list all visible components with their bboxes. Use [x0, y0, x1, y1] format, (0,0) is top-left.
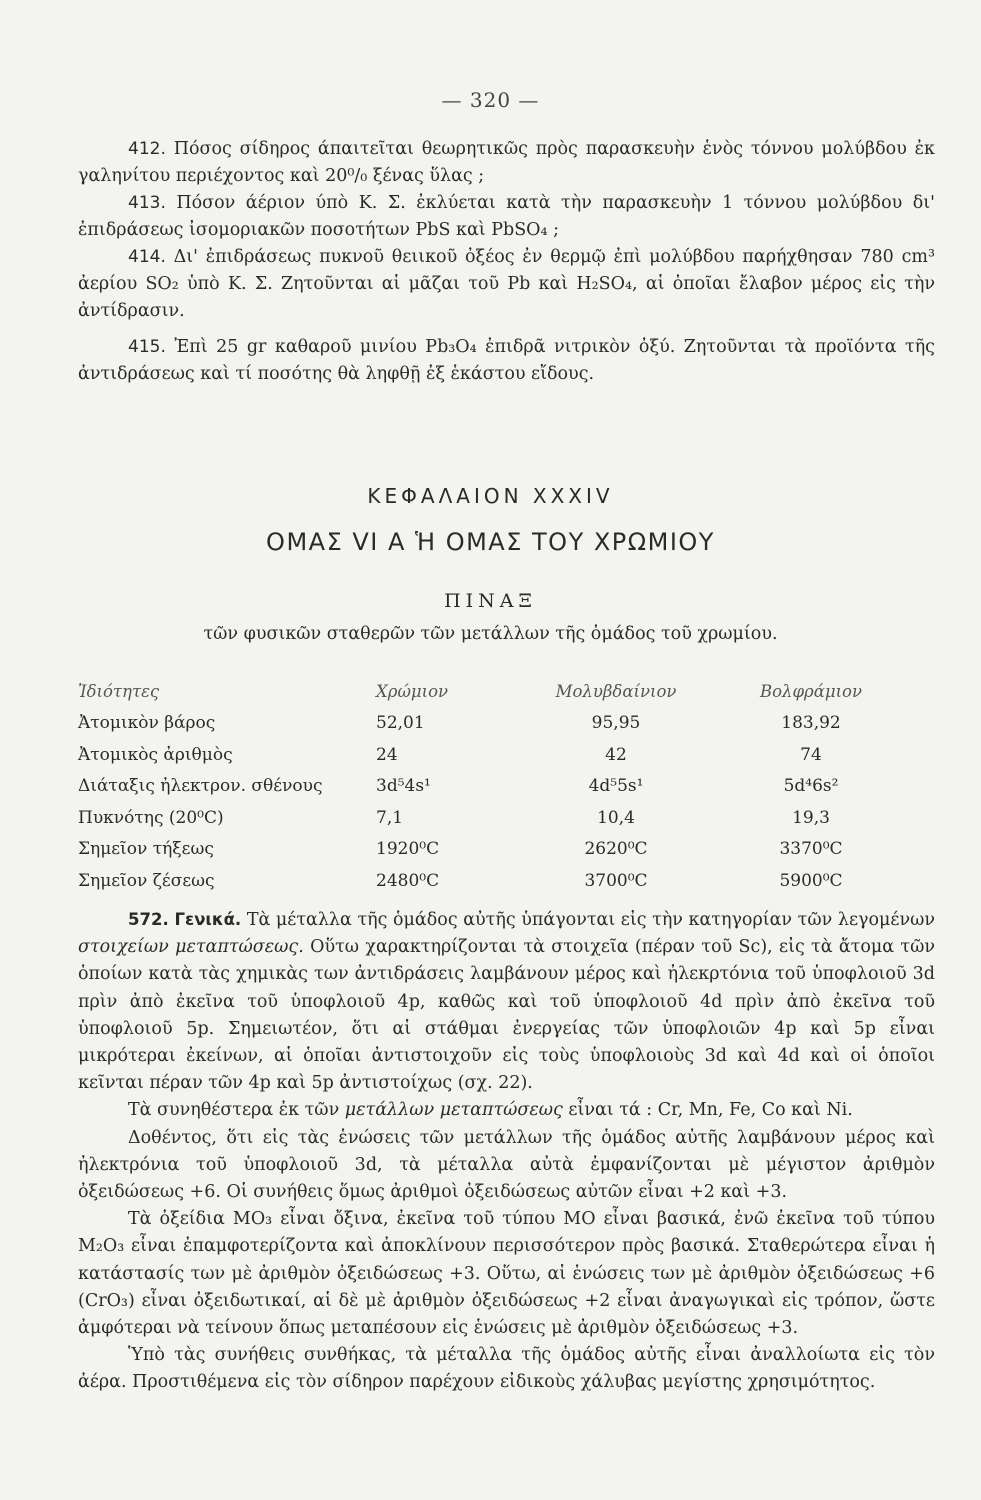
- table-cell: 42: [605, 744, 627, 765]
- table-cell: Ἀτομικὸν βάρος: [78, 713, 216, 734]
- page-number: — 320 —: [441, 88, 540, 112]
- paragraph-text: Οὕτω χαρακτηρίζονται τὰ στοιχεῖα (πέραν τοῦ Sc), εἰς τὰ ἄτομα τῶν ὁποίων κατὰ τὰς χημικὰς των ἀντιδράσεις λαμβάνουν μέρος καὶ ἠλεκρτόνια τοῦ ὑποφλοιοῦ 3d πρὶν ἀπὸ ἐκεῖνα τοῦ ὑποφλοιοῦ 4p, καθῶς καὶ τοῦ ὑποφλοιοῦ 4d πρὶν ἀπὸ ἐκεῖνα τοῦ ὑποφλοιοῦ 5p. Σημειωτέον, ὅτι αἱ στάθμαι ἐνεργείας τῶν ὑποφλοιῶν 4p καὶ 5p εἶναι μικρότεραι ἐκείνων, αἱ ὁποῖαι ἀντιστοιχοῦν εἰς τοὺς ὑποφλοιοὺς 3d καὶ 4d καὶ οἱ ὁποῖοι κεῖνται πέραν τῶν 4p καὶ 5p ἀντιστοίχως (σχ. 22).: [78, 937, 935, 1094]
- table-cell: Σημεῖον ζέσεως: [78, 870, 215, 891]
- table-cell: 95,95: [591, 713, 641, 734]
- section-572: [78, 906, 935, 1397]
- table-cell: 52,01: [376, 713, 425, 734]
- table-cell: 183,92: [781, 713, 841, 734]
- table-cell: 3370⁰C: [779, 839, 843, 860]
- table-cell: 3700⁰C: [584, 870, 648, 891]
- paragraph-text: Τὰ μέταλλα τῆς ὁμάδος αὐτῆς ὑπάγονται εἰς τὴν κατηγορίαν τῶν λεγομένων: [246, 910, 935, 930]
- problem-number: 412.: [128, 139, 166, 159]
- problem-number: 414.: [128, 247, 166, 267]
- paragraph: Ὑπὸ τὰς συνήθεις συνθήκας, τὰ μέταλλα τῆς ὁμάδος αὐτῆς εἶναι ἀναλλοίωτα εἰς τὸν ἀέρα. Προστιθέμενα εἰς τὸν σίδηρον παρέχουν εἰδικοὺς χάλυβας μεγίστης χρησιμότητος.: [78, 1345, 935, 1393]
- chapter-heading: ΚΕΦΑΛΑΙΟΝ XXXIV: [367, 484, 614, 508]
- table-cell: 2620⁰C: [584, 839, 648, 860]
- table-cell: Πυκνότης (20⁰C): [78, 807, 224, 828]
- problem-413: [78, 190, 935, 244]
- table-row: [78, 739, 911, 771]
- table-cell: 2480⁰C: [376, 870, 440, 891]
- section-number: 572. Γενικά.: [128, 910, 242, 929]
- problem-text: Πόσος σίδηρος άπαιτεῖται θεωρητικῶς πρὸς παρασκευὴν ἑνὸς τόννου μολύβδου ἐκ γαληνίτου περιέχοντος καὶ 20⁰/₀ ξένας ὕλας ;: [78, 139, 935, 186]
- problem-415: [78, 334, 935, 388]
- table-cell: 74: [800, 744, 822, 765]
- problem-412: [78, 136, 935, 190]
- paragraph: Τὰ ὀξείδια MO₃ εἶναι ὄξινα, ἐκεῖνα τοῦ τύπου MO εἶναι βασικά, ἐνῶ ἐκεῖνα τοῦ τύπου M₂O₃ εἶναι ἐπαμφοτερίζοντα καὶ ἀποκλίνουν περισσότερον πρὸς βασικά. Σταθερώτερα εἶναι ἡ κατάστασίς των μὲ ἀριθμὸν ὀξειδώσεως +3. Οὕτω, αἱ ἑνώσεις των μὲ ἀριθμὸν ὀξειδώσεως +6 (CrO₃) εἶναι ὀξειδωτικαί, αἱ δὲ μὲ ἀριθμὸν ὀξειδώσεως +2 εἶναι ἀναγωγικαὶ εἰς τρόπον, ὥστε ἀμφότεραι νὰ τείνουν ὅπως μεταπέσουν εἰς ἑνώσεις μὲ ἀριθμὸν ὀξειδώσεως +3.: [78, 1209, 935, 1339]
- table-subtitle: τῶν φυσικῶν σταθερῶν τῶν μετάλλων τῆς ὁμάδος τοῦ χρωμίου.: [203, 624, 778, 644]
- table-cell: 24: [376, 744, 398, 765]
- paragraph: [78, 1097, 935, 1124]
- table-header-row: [78, 676, 911, 708]
- header-cell: Ἰδιότητες: [78, 682, 160, 702]
- italic-term: μετάλλων μεταπτώσεως: [344, 1100, 563, 1121]
- table-title: ΠΙΝΑΞ: [444, 590, 537, 612]
- table-cell: 5900⁰C: [779, 870, 843, 891]
- table-row: [78, 802, 911, 834]
- problem-number: 413.: [128, 193, 166, 213]
- problem-text: Δι' ἐπιδράσεως πυκνοῦ θειικοῦ ὀξέος ἐν θερμῷ ἐπὶ μολύβδου παρήχθησαν 780 cm³ ἀερίου SO₂ ὑπὸ Κ. Σ. Ζητοῦνται αἱ μᾶζαι τοῦ Pb καὶ H₂SO₄, αἱ ὁποῖαι ἔλαβον μέρος εἰς τὴν ἀντίδρασιν.: [78, 247, 935, 321]
- table-cell: Διάταξις ἠλεκτρον. σθένους: [78, 776, 323, 797]
- table-cell: Ἀτομικὸς ἀριθμὸς: [78, 744, 233, 765]
- constants-table: [78, 676, 911, 897]
- paragraph-text: εἶναι τά : Cr, Mn, Fe, Co καὶ Ni.: [568, 1100, 853, 1121]
- table-row: [78, 834, 911, 866]
- table-cell: 4d⁵5s¹: [588, 776, 644, 797]
- paragraph: [78, 906, 935, 1097]
- table-row: [78, 865, 911, 897]
- problem-number: 415.: [128, 337, 166, 357]
- table-cell: 3d⁵4s¹: [376, 776, 431, 797]
- problem-text: Πόσον άέριον ύπὸ Κ. Σ. ἐκλύεται κατὰ τὴν παρασκευὴν 1 τόννου μολύβδου δι' ἐπιδράσεως ἰσομοριακῶν ποσοτήτων PbS καὶ PbSO₄ ;: [78, 193, 935, 240]
- header-cell: Βολφράμιον: [759, 682, 863, 702]
- table-cell: 1920⁰C: [376, 839, 440, 860]
- table-cell: 7,1: [376, 807, 404, 828]
- table-cell: 5d⁴6s²: [783, 776, 839, 797]
- paragraph: Δοθέντος, ὅτι εἰς τὰς ἑνώσεις τῶν μετάλλων τῆς ὁμάδος αὐτῆς λαμβάνουν μέρος καὶ ἠλεκτρόνια τοῦ ὑποφλοιοῦ 3d, τὰ μέταλλα αὐτὰ ἐμφανίζονται μὲ μέγιστον ἀριθμὸν ὀξειδώσεως +6. Οἱ συνήθεις ὅμως ἀριθμοὶ ὀξειδώσεως αὐτῶν εἶναι +2 καὶ +3.: [78, 1127, 935, 1203]
- paragraph-text: Τὰ συνηθέστερα ἐκ τῶν: [128, 1100, 340, 1121]
- group-title: ΟΜΑΣ VI Α Ἡ ΟΜΑΣ ΤΟΥ ΧΡΩΜΙΟΥ: [266, 528, 715, 556]
- table-cell: Σημεῖον τήξεως: [78, 839, 214, 860]
- problem-text: Ἐπὶ 25 gr καθαροῦ μινίου Pb₃O₄ ἐπιδρᾶ νιτρικὸν ὀξύ. Ζητοῦνται τὰ προϊόντα τῆς ἀντιδράσεως καὶ τί ποσότης θὰ ληφθῇ ἐξ ἑκάστου εἴδους.: [78, 337, 935, 384]
- table-cell: 19,3: [792, 807, 830, 828]
- table-row: [78, 771, 911, 803]
- problem-414: [78, 244, 935, 325]
- header-cell: Μολυβδαίνιον: [555, 682, 677, 702]
- table-row: [78, 708, 911, 740]
- header-cell: Χρώμιον: [376, 682, 449, 702]
- table-cell: 10,4: [597, 807, 635, 828]
- italic-term: στοιχείων μεταπτώσεως.: [78, 937, 304, 958]
